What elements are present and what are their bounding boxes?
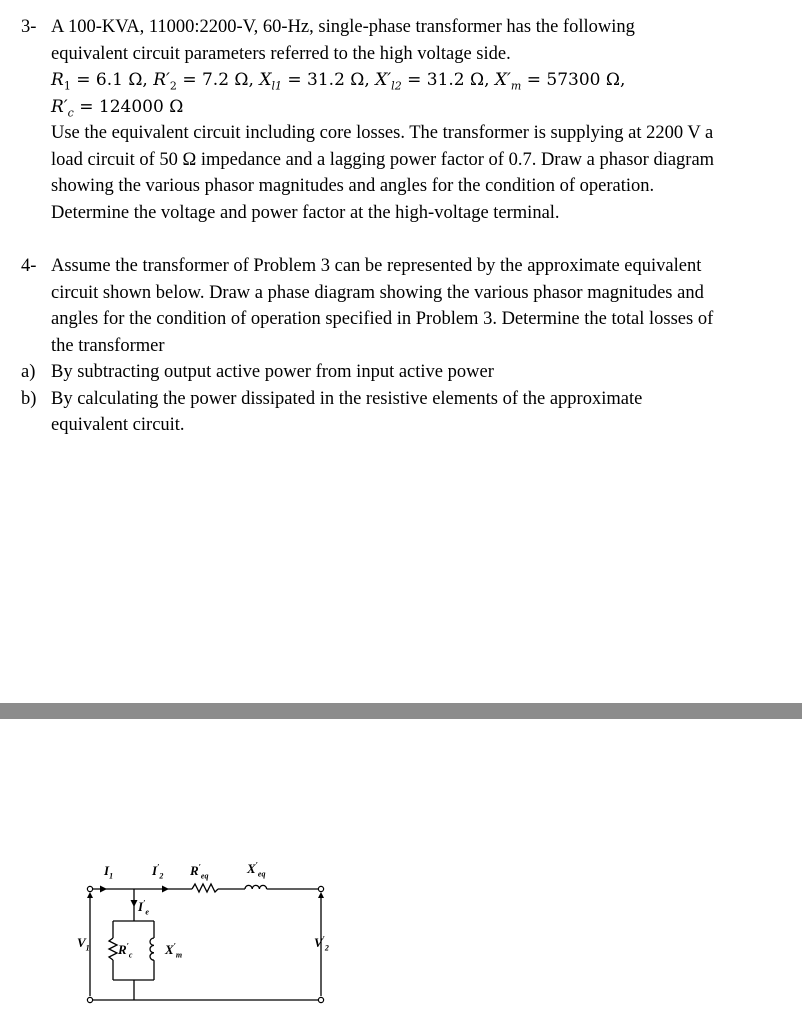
rc-resistor-symbol (109, 938, 117, 960)
xm-inductor-symbol (150, 938, 154, 960)
param-xl1: 31.2 Ω (307, 70, 365, 90)
problem-3-number: 3- (21, 17, 37, 37)
problem-3-line-7: showing the various phasor magnitudes and angles for the condition of operation. (51, 176, 655, 196)
item-a-text: By subtracting output active power from input active power (51, 362, 494, 382)
item-b-marker: b) (21, 388, 37, 409)
problem-4-line-4: the transformer (51, 335, 165, 356)
label-v2-prime: $V'_2$ (314, 934, 329, 953)
i1-arrow (100, 886, 107, 893)
param-rc-prime: 124000 Ω (98, 96, 184, 117)
problem-3-line-5: Use the equivalent circuit including core losses. The transformer is supplying at 2200 V a (51, 123, 714, 143)
label-i2-prime: $I'_2$ (152, 862, 164, 881)
problem-3-parameters: $R_1 = 6.1$ Ω, $R'_2 = 7.2$ Ω, $X_{l1} = 31.2$ Ω, $X'_{l2} = 31.2$ Ω, $X'_m = 57300$ Ω, (51, 70, 626, 93)
label-ie-prime: $I'_e$ (138, 898, 149, 917)
terminal-bottom-left (87, 997, 92, 1002)
problem-4-line-1: Assume the transformer of Problem 3 can be represented by the approximate equivalent (51, 256, 702, 276)
item-b-text-2: equivalent circuit. (51, 415, 185, 435)
param-xl2-prime: 31.2 Ω (426, 70, 485, 90)
label-rc-prime: $R'_c$ (118, 941, 133, 960)
circuit-schematic (80, 858, 340, 1018)
terminal-top-right (318, 886, 323, 891)
label-xm-prime: $X'_m$ (165, 941, 183, 960)
param-r2-prime: 7.2 Ω (201, 70, 249, 90)
param-r1: 6.1 Ω (95, 70, 143, 90)
label-i1: $I_1$ (104, 863, 114, 881)
terminal-top-left (87, 886, 92, 891)
i2-arrow (162, 886, 169, 893)
terminal-bottom-right (318, 997, 323, 1002)
ie-arrow (131, 900, 138, 907)
req-resistor-symbol (192, 884, 218, 892)
problem-3-line-2: equivalent circuit parameters referred to the high voltage side. (51, 43, 511, 64)
page-divider (0, 703, 802, 719)
item-b-text-1: By calculating the power dissipated in the resistive elements of the approximate (51, 388, 643, 409)
xeq-inductor-symbol (245, 885, 267, 889)
label-req-prime: $R'_{eq}$ (190, 862, 209, 881)
problem-3-line-8: Determine the voltage and power factor at the high-voltage terminal. (51, 202, 560, 223)
item-a-marker: a) (21, 362, 36, 382)
v2-arrow-head (318, 892, 324, 898)
problem-4-line-2: circuit shown below. Draw a phase diagram showing the various phasor magnitudes and (51, 282, 704, 303)
label-v1: $V_1$ (77, 935, 90, 953)
problem-4-line-3: angles for the condition of operation specified in Problem 3. Determine the total losses of (51, 309, 714, 329)
label-xeq-prime: $X'_{eq}$ (247, 860, 266, 879)
problem-3-line-6: load circuit of 50 Ω impedance and a lagging power factor of 0.7. Draw a phasor diagram (51, 149, 715, 170)
equivalent-circuit-diagram (77, 858, 340, 1018)
problem-3-line-1: A 100-KVA, 11000:2200-V, 60-Hz, single-phase transformer has the following (51, 17, 635, 37)
param-xm-prime: 57300 Ω (546, 70, 620, 90)
problem-4-number: 4- (21, 256, 37, 276)
problem-3-parameter-rc: $R'_c = 124000$ Ω (51, 96, 184, 119)
v1-arrow-head (87, 892, 93, 898)
